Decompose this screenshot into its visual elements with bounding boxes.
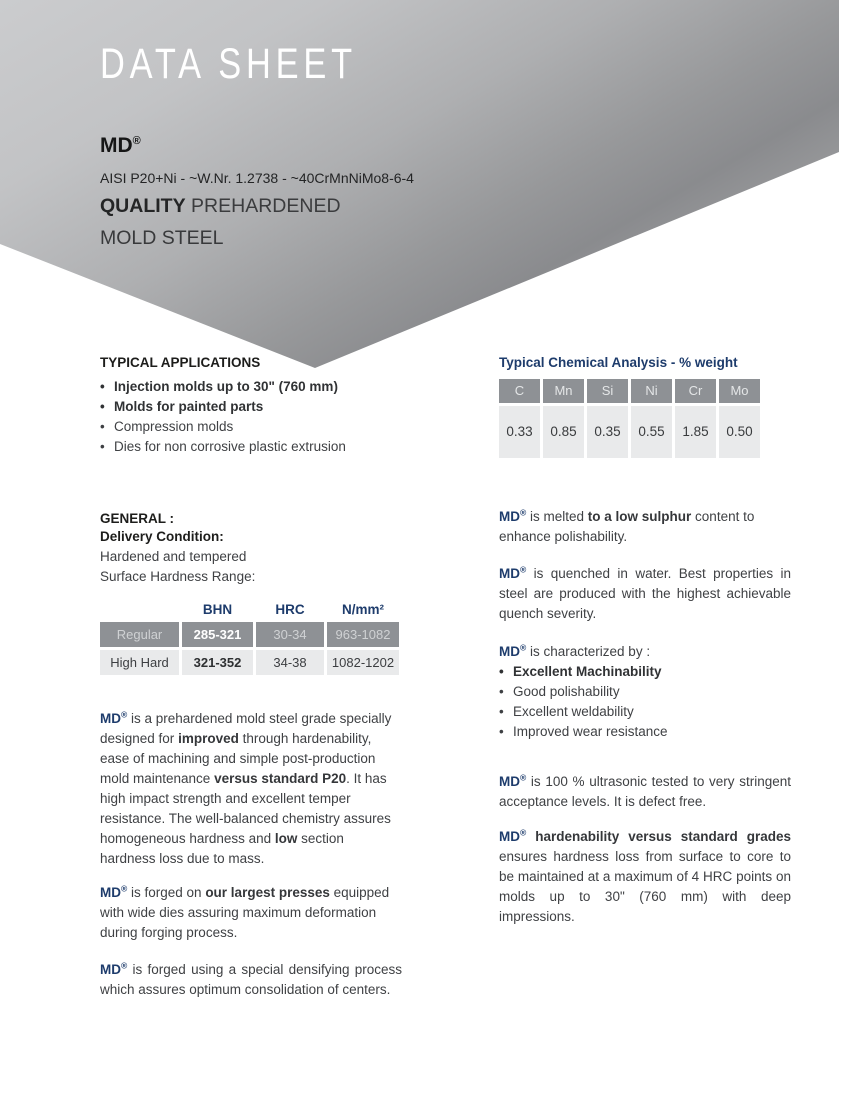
chem-value: 0.50 xyxy=(719,406,760,458)
hardness-cell-bhn: 321-352 xyxy=(182,650,253,675)
application-item: • Molds for painted parts xyxy=(100,397,402,417)
product-name xyxy=(100,134,414,158)
paragraph-forged-presses: MD® is forged on our largest presses equipped with wide dies assuring maximum deformation during forging process. xyxy=(100,883,390,940)
chem-col-header: Mo xyxy=(719,379,760,403)
chem-col-header: Si xyxy=(587,379,628,403)
paragraph-hardenability: MD® hardenability versus standard grades ensures hardness loss from surface to core to be maintained at a maximum of 4 HRC points on molds up to 30" (760 mm) with deep impressions. xyxy=(499,827,791,924)
chem-value: 0.33 xyxy=(499,406,540,458)
application-item: • Injection molds up to 30" (760 mm) xyxy=(100,377,402,397)
hardness-row-label: High Hard xyxy=(100,650,179,675)
characteristic-item: • Improved wear resistance xyxy=(499,722,791,742)
chem-col-header: C xyxy=(499,379,540,403)
chem-col-header: Ni xyxy=(631,379,672,403)
characteristics-list xyxy=(499,662,791,742)
paragraph-densifying: MD® is forged using a special densifying process which assures optimum consolidation of centers. xyxy=(100,960,402,997)
left-column xyxy=(100,355,402,1000)
chem-value: 1.85 xyxy=(675,406,716,458)
quality-word: QUALITY xyxy=(100,195,186,217)
hardness-col-header-nmm: N/mm² xyxy=(327,600,399,619)
characteristic-item: • Good polishability xyxy=(499,682,791,702)
surface-hardness-label: Surface Hardness Range: xyxy=(100,569,256,584)
paragraph-melted: MD® is melted to a low sulphur content to enhance polishability. xyxy=(499,507,755,544)
product-mold-line: MOLD STEEL xyxy=(100,227,224,249)
characteristic-item: • Excellent Machinability xyxy=(499,662,791,682)
application-item: • Dies for non corrosive plastic extrusion xyxy=(100,437,402,457)
prehardened-word: PREHARDENED xyxy=(185,195,341,217)
right-column xyxy=(499,355,791,927)
product-header xyxy=(100,134,414,250)
paragraph-characterized-heading: MD® is characterized by : xyxy=(499,642,651,659)
hardness-cell-hrc: 30-34 xyxy=(256,622,324,647)
chem-col-header: Mn xyxy=(543,379,584,403)
application-item: • Compression molds xyxy=(100,417,402,437)
chemical-analysis-title: Typical Chemical Analysis - % weight xyxy=(499,355,738,370)
hardness-table xyxy=(100,600,402,675)
delivery-condition-label: Delivery Condition: xyxy=(100,529,224,544)
delivery-condition-value: Hardened and tempered xyxy=(100,549,247,564)
hardness-cell-nmm: 963-1082 xyxy=(327,622,399,647)
applications-list xyxy=(100,377,402,457)
chem-col-header: Cr xyxy=(675,379,716,403)
product-name-text: MD xyxy=(100,134,133,157)
hardness-col-header-bhn: BHN xyxy=(182,600,253,619)
hardness-corner-cell xyxy=(100,600,179,619)
paragraph-ultrasonic: MD® is 100 % ultrasonic tested to very stringent acceptance levels. It is defect free. xyxy=(499,772,791,809)
paragraph-description: MD® is a prehardened mold steel grade specially designed for improved through hardenability, ease of machining and simple post-production mold maintenance versus standard P20. It has high impact strength and excellent temper resistance. The well-balanced chemistry assures homogeneous hardness and low section hardness loss due to mass. xyxy=(100,709,392,866)
characteristic-item: • Excellent weldability xyxy=(499,702,791,722)
chem-value: 0.85 xyxy=(543,406,584,458)
chemical-analysis-table xyxy=(499,379,791,458)
chem-value: 0.55 xyxy=(631,406,672,458)
hardness-cell-nmm: 1082-1202 xyxy=(327,650,399,675)
applications-heading: TYPICAL APPLICATIONS xyxy=(100,355,261,370)
hardness-col-header-hrc: HRC xyxy=(256,600,324,619)
product-quality-line xyxy=(100,195,414,219)
hardness-cell-bhn: 285-321 xyxy=(182,622,253,647)
paragraph-quenched: MD® is quenched in water. Best properties in steel are produced with the highest achievable quench severity. xyxy=(499,564,791,621)
registered-trademark-mark: ® xyxy=(132,135,141,147)
chem-value: 0.35 xyxy=(587,406,628,458)
hardness-row-label: Regular xyxy=(100,622,179,647)
product-standards: AISI P20+Ni - ~W.Nr. 1.2738 - ~40CrMnNiMo8-6-4 xyxy=(100,170,414,186)
page-title: DATA SHEET xyxy=(100,40,357,88)
general-heading: GENERAL : xyxy=(100,511,175,526)
hardness-cell-hrc: 34-38 xyxy=(256,650,324,675)
